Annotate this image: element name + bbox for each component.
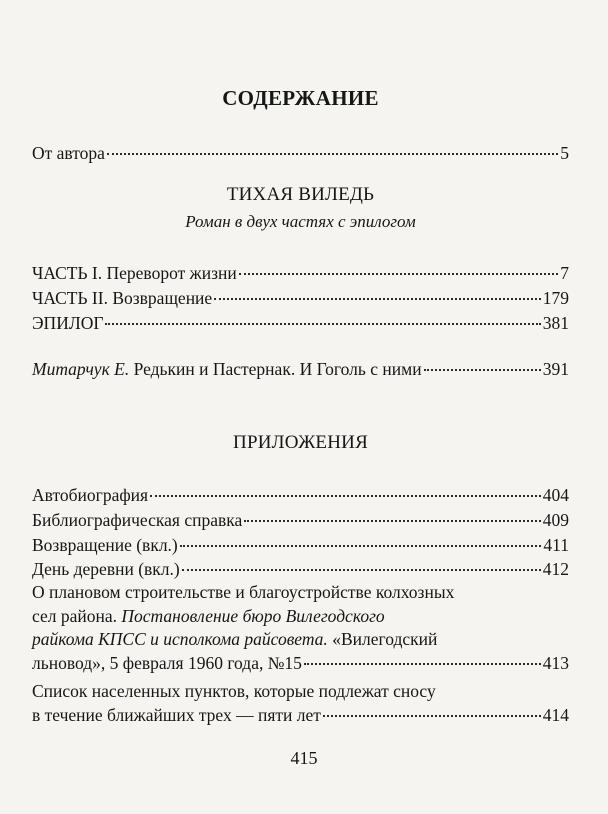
dot-leader	[323, 701, 541, 717]
dot-leader	[424, 355, 541, 371]
list-line-1: Список населенных пунктов, которые подлежат сносу	[32, 681, 436, 701]
dot-leader	[239, 259, 559, 275]
decree-line-4	[32, 652, 569, 676]
toc-entry-title: ЧАСТЬ I. Переворот жизни	[32, 263, 237, 283]
toc-entry-page: 409	[542, 510, 569, 530]
essay-title: Редькин и Пастернак. И Гоголь с ними	[129, 359, 422, 379]
dot-leader	[214, 284, 541, 300]
toc-entry-page: 413	[542, 652, 569, 673]
toc-entry-page: 7	[560, 263, 569, 283]
toc-entry-title: Автобиография	[32, 485, 149, 505]
dot-leader	[150, 481, 541, 497]
toc-entry-title: льновод», 5 февраля 1960 года, №15	[32, 652, 302, 673]
toc-entry-page: 391	[542, 359, 569, 379]
decree-line-2	[32, 605, 569, 629]
toc-entry-page: 414	[542, 704, 569, 725]
toc-entry-part-2	[32, 287, 569, 309]
toc-entry-settlement-list	[32, 680, 569, 727]
appendix-title: ПРИЛОЖЕНИЯ	[233, 432, 368, 453]
novel-title: ТИХАЯ ВИЛЕДЬ	[226, 184, 375, 205]
toc-entry-page: 381	[542, 313, 569, 333]
toc-entry-part-1	[32, 262, 569, 284]
toc-entry-decree	[32, 581, 569, 675]
toc-entry-title: Библиографическая справка	[32, 510, 243, 530]
dot-leader	[182, 555, 541, 571]
toc-entry-page: 411	[543, 535, 569, 555]
toc-entry-title	[32, 358, 422, 380]
dot-leader	[105, 309, 540, 325]
toc-entry-title: ЭПИЛОГ	[32, 313, 104, 333]
toc-entry-page: 412	[542, 559, 569, 579]
essay-author: Митарчук Е.	[32, 359, 130, 379]
novel-subtitle: Роман в двух частях с эпилогом	[185, 212, 416, 231]
toc-entry-bibliography	[32, 509, 569, 531]
dot-leader	[180, 531, 542, 547]
toc-entry-autobiography	[32, 484, 569, 506]
toc-entry-title: ЧАСТЬ II. Возвращение	[32, 288, 213, 308]
toc-entry-village-day-insert	[32, 558, 569, 580]
decree-line-3-italic: райкома КПСС и исполкома райсовета.	[32, 629, 328, 649]
decree-line-1: О плановом строительстве и благоустройстве колхозных	[32, 582, 455, 602]
toc-entry-return-insert	[32, 534, 569, 556]
page-number: 415	[290, 748, 318, 768]
toc-entry-title: в течение ближайших трех — пяти лет	[32, 704, 321, 725]
toc-entry-essay	[32, 358, 569, 380]
dot-leader	[107, 139, 558, 155]
decree-line-2-plain: сел района.	[32, 605, 122, 626]
decree-line-3-plain: «Вилегодский	[327, 629, 438, 649]
toc-entry-title: День деревни (вкл.)	[32, 559, 180, 579]
toc-entry-title: Возвращение (вкл.)	[32, 535, 178, 555]
page-title: СОДЕРЖАНИЕ	[222, 86, 379, 110]
decree-line-2-italic: Постановление бюро Вилегодского	[121, 605, 385, 626]
toc-entry-page: 5	[560, 143, 569, 163]
toc-entry-title: От автора	[32, 143, 105, 163]
toc-entry-front	[32, 142, 569, 164]
toc-entry-page: 179	[542, 288, 569, 308]
list-line-2	[32, 704, 569, 728]
dot-leader	[244, 506, 541, 522]
toc-entry-page: 404	[542, 485, 569, 505]
dot-leader	[304, 649, 541, 665]
toc-entry-epilogue	[32, 312, 569, 334]
